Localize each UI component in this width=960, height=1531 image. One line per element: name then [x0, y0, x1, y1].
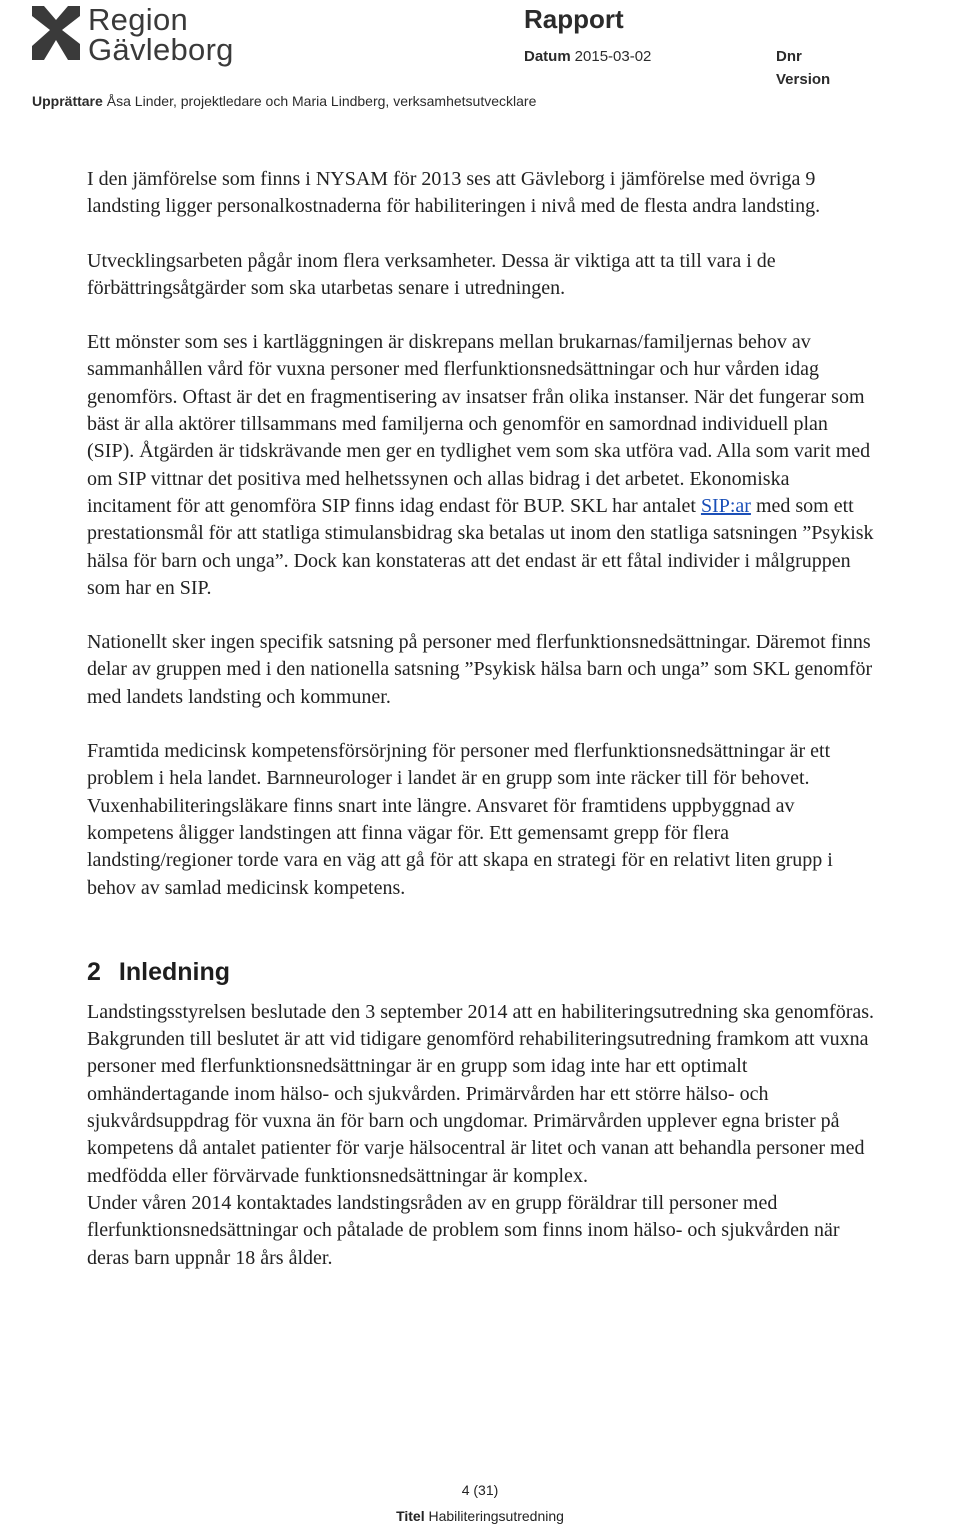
logo-word-region: Region — [88, 2, 189, 37]
version-label: Version — [776, 71, 831, 88]
footer-title — [0, 1508, 960, 1524]
paragraph-nationellt: Nationellt sker ingen specifik satsning på personer med flerfunktionsnedsättningar. Däremot finns delar av gruppen med i den nationella satsning ”Psykisk hälsa barn och unga” som SKL genomför med landets landsting och kommuner. — [87, 631, 873, 708]
titel-label: Titel — [396, 1508, 425, 1524]
paragraph-varen-2014: Under våren 2014 kontaktades landstingsråden av en grupp föräldrar till personer med flerfunktionsnedsättningar och påtalade de problem som finns inom hälso- och sjukvården när deras barn uppnår 18 års ålder. — [87, 1191, 840, 1269]
paragraph-nysam: I den jämförelse som finns i NYSAM för 2013 ses att Gävleborg i jämförelse med övriga 9 landsting ligger personalkostnaderna för habiliteringen i nivå med de flesta andra landsting. — [87, 168, 821, 218]
paragraph-monster — [87, 329, 877, 602]
section-number: 2 — [87, 957, 101, 986]
paragraph-kompetensforsorjning: Framtida medicinsk kompetensförsörjning för personer med flerfunktionsnedsättningar är ett problem i hela landet. Barnneurologer i landet är en grupp som inte räcker till för behovet. Vuxenhabiliteringsläkare finns snart inte längre. Ansvaret för framtidens uppbyggnad av kompetens åligger landstingen att finna vägar för. Ett gemensamt grepp för flera landsting/regioner torde vara en väg att gå för att skapa en strategi för en relativt liten grupp i behov av samlad medicinsk kompetens. — [87, 740, 833, 899]
upprattare-label: Upprättare — [32, 93, 103, 109]
section-heading — [87, 955, 877, 989]
region-logo-icon — [32, 6, 80, 60]
sip-link[interactable]: SIP:ar — [700, 494, 751, 517]
document-body — [87, 166, 877, 1272]
paragraph-bakgrund: Bakgrunden till beslutet är att vid tidigare genomförd rehabiliteringsutredning framkom att vuxna personer med flerfunktionsnedsättningar är en grupp som idag inte har ett optimalt omhändertagande inom hälso- och sjukvården. Primärvården har ett större hälso- och sjukvårdsuppdrag för vuxna än för barn och ungdomar. Primärvården upplever egna brister på kompetens då antalet patienter för varje hälsocentral är litet och vanan att behandla personer med medfödda eller förvärvade funktionsnedsättningar är komplex. — [87, 1028, 869, 1187]
titel-value: Habiliteringsutredning — [428, 1508, 564, 1524]
paragraph-monster-text-b: med som ett prestationsmål för att statliga stimulansbidrag ska betalas ut inom den statliga satsningen ”Psykisk hälsa för barn och unga”. Dock kan konstateras att det endast är ett fåtal individer i målgruppen som har en SIP. — [87, 494, 874, 599]
upprattare-field — [32, 93, 536, 109]
datum-value: 2015-03-02 — [574, 48, 652, 65]
section-title: Inledning — [118, 957, 231, 986]
paragraph-utvecklingsarbeten: Utvecklingsarbeten pågår inom flera verksamheter. Dessa är viktiga att ta till vara i de förbättringsåtgärder som ska utarbetas senare i utredningen. — [87, 249, 776, 299]
region-gavleborg-logo — [32, 2, 252, 66]
datum-label: Datum — [524, 48, 571, 65]
upprattare-value: Åsa Linder, projektledare och Maria Lindberg, verksamhetsutvecklare — [106, 93, 537, 109]
page-number: 4 (31) — [461, 1482, 499, 1498]
paragraph-beslut: Landstingsstyrelsen beslutade den 3 september 2014 att en habiliteringsutredning ska genomföras. — [87, 1000, 875, 1023]
dnr-label: Dnr — [776, 48, 802, 65]
document-type: Rapport — [524, 4, 624, 34]
datum-field — [524, 48, 651, 65]
paragraph-monster-text-a: Ett mönster som ses i kartläggningen är diskrepans mellan brukarnas/familjernas behov av sammanhållen vård för vuxna personer med flerfunktionsnedsättningar och hur vården idag genomförs. Oftast är det en fragmentisering av insatser från olika instanser. När det fungerar som bäst är alla aktörer tillsammans med familjerna och genomför en samordnad individuell plan (SIP). Åtgärden är tidskrävande men ger en tydlighet vem som ska utföra vad. Alla som varit med om SIP vittnar det positiva med helhetssynen och allas bidrag i det arbetet. Ekonomiska incitament för att genomföra SIP finns idag endast för BUP. SKL har antalet — [87, 331, 871, 517]
logo-word-gavleborg: Gävleborg — [88, 32, 234, 67]
